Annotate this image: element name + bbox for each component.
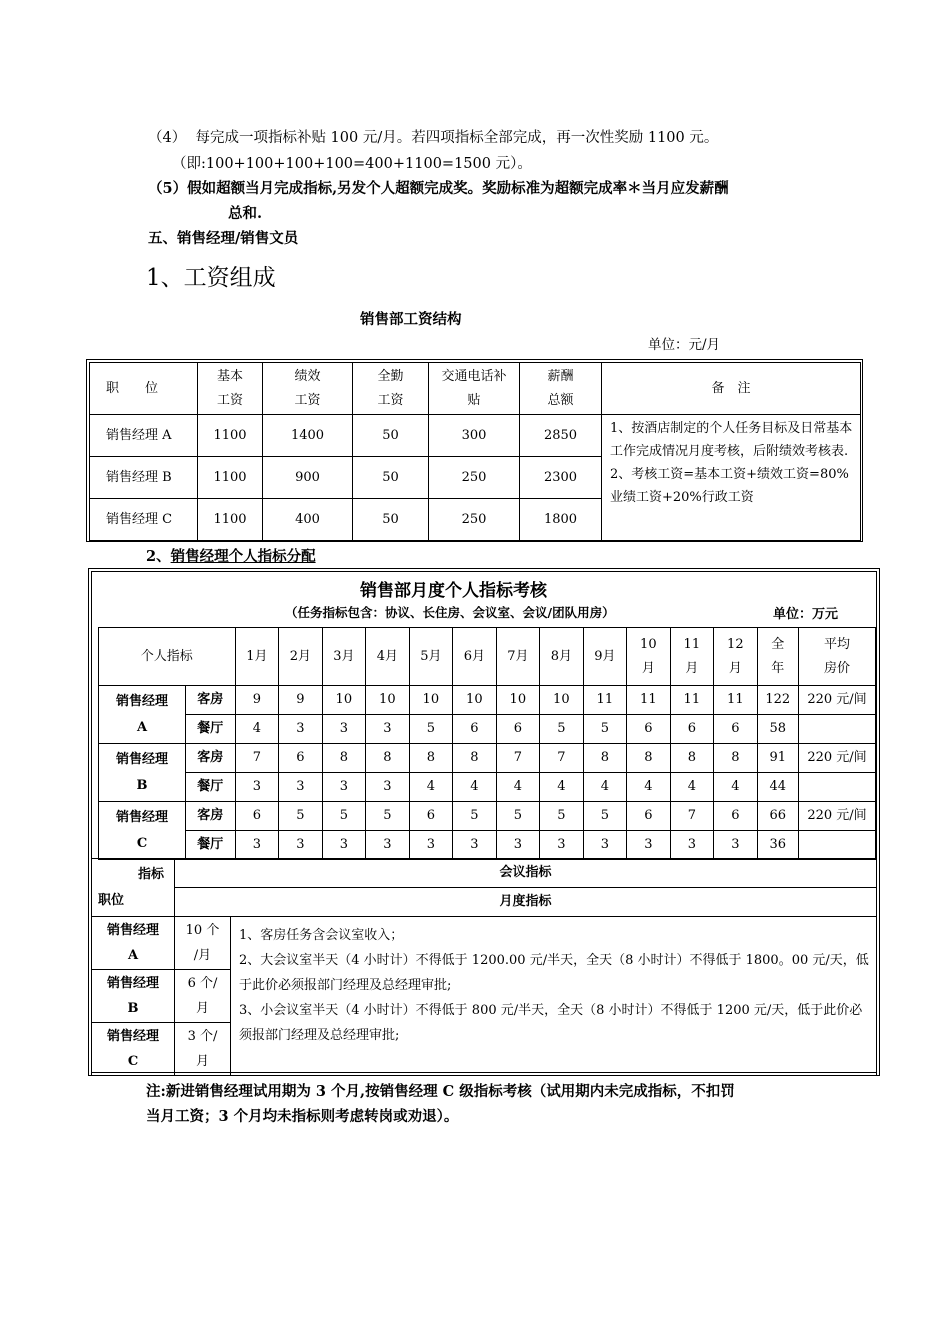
- month-value: 9: [279, 686, 323, 715]
- salary-cell: 2300: [520, 457, 602, 499]
- month-value: 8: [583, 744, 627, 773]
- manager-name: 销售经理 C: [99, 802, 186, 860]
- section2-title: 销售经理个人指标分配: [170, 548, 316, 565]
- month-value: 3: [322, 715, 366, 744]
- manager-name: 销售经理 A: [99, 686, 186, 744]
- salary-cell: 2850: [520, 415, 602, 457]
- meeting-header-row-2: [92, 888, 877, 917]
- month-value: 4: [540, 773, 584, 802]
- month-value: 3: [409, 831, 453, 860]
- month-value: 5: [540, 715, 584, 744]
- salary-cell: 900: [263, 457, 353, 499]
- year-total: 44: [757, 773, 798, 802]
- subsection-title: 1、工资组成: [146, 265, 276, 291]
- meeting-manager-name: 销售经理 A: [92, 917, 175, 970]
- row-type: 餐厅: [186, 715, 236, 744]
- month-value: 3: [235, 773, 279, 802]
- section2-heading: [146, 545, 316, 566]
- salary-cell: 1100: [198, 457, 263, 499]
- month-value: 8: [322, 744, 366, 773]
- target-table-unit: 单位：万元: [773, 607, 839, 622]
- meeting-monthly-target: 6 个/ 月: [175, 970, 231, 1023]
- salary-cell: 1400: [263, 415, 353, 457]
- month-value: 5: [496, 802, 540, 831]
- meeting-manager-name: 销售经理 B: [92, 970, 175, 1023]
- header-total-salary: 薪酬 总额: [520, 363, 602, 415]
- meeting-rules-note: 1、客房任务含会议室收入； 2、大会议室半天（4 小时计）不得低于 1200.00 元/半天，全天（8 小时计）不得低于 1800。00 元/天，低于此价必须报部门经理及总经理审批; 3、小会议室半天（4 小时计）不得低于 800 元/半天，全天（8 小时计）不得低于 1200 元/天，低于此价必须报部门经理及总经理审批;: [231, 917, 877, 1076]
- month-value: 6: [496, 715, 540, 744]
- header-transport-allowance: 交通电话补 贴: [429, 363, 520, 415]
- header-performance-salary: 绩效 工资: [263, 363, 353, 415]
- month-value: 4: [627, 773, 671, 802]
- average-price: 220 元/间: [799, 744, 876, 773]
- target-row: [99, 686, 876, 715]
- month-value: 5: [540, 802, 584, 831]
- header-month: 2月: [279, 628, 323, 686]
- header-month: 8月: [540, 628, 584, 686]
- month-value: 8: [627, 744, 671, 773]
- header-average-room-price: 平均 房价: [799, 628, 876, 686]
- target-row: [99, 773, 876, 802]
- meeting-manager-name: 销售经理 C: [92, 1023, 175, 1076]
- month-value: 3: [627, 831, 671, 860]
- salary-cell: 250: [429, 457, 520, 499]
- month-value: 3: [322, 773, 366, 802]
- salary-table-unit: 单位：元/月: [648, 337, 721, 353]
- month-value: 5: [279, 802, 323, 831]
- header-full-year: 全 年: [757, 628, 798, 686]
- section2-number: 2、: [146, 548, 171, 565]
- header-month: 7月: [496, 628, 540, 686]
- target-row: [99, 715, 876, 744]
- intro-line1-number: （4）: [148, 130, 187, 146]
- month-value: 10: [453, 686, 497, 715]
- meeting-corner-cell: [92, 859, 175, 917]
- salary-cell: 1100: [198, 499, 263, 541]
- month-value: 6: [670, 715, 714, 744]
- salary-table: [89, 362, 861, 541]
- month-value: 10: [322, 686, 366, 715]
- header-month: 1月: [235, 628, 279, 686]
- month-value: 3: [366, 773, 410, 802]
- month-value: 7: [496, 744, 540, 773]
- salary-cell: 销售经理 C: [90, 499, 198, 541]
- average-price: [799, 773, 876, 802]
- month-value: 5: [409, 715, 453, 744]
- meeting-monthly-target: 3 个/ 月: [175, 1023, 231, 1076]
- month-value: 8: [670, 744, 714, 773]
- month-value: 6: [714, 715, 758, 744]
- month-value: 8: [409, 744, 453, 773]
- target-header-row: [99, 628, 876, 686]
- average-price: 220 元/间: [799, 686, 876, 715]
- month-value: 3: [453, 831, 497, 860]
- target-row: [99, 744, 876, 773]
- month-value: 8: [366, 744, 410, 773]
- target-row: [99, 831, 876, 860]
- meeting-header-2: 月度指标: [175, 888, 877, 917]
- month-value: 3: [540, 831, 584, 860]
- month-value: 3: [235, 831, 279, 860]
- month-value: 3: [279, 715, 323, 744]
- month-value: 5: [583, 715, 627, 744]
- header-month: 5月: [409, 628, 453, 686]
- month-value: 3: [366, 831, 410, 860]
- month-value: 7: [670, 802, 714, 831]
- intro-line3: （5）假如超额当月完成指标,另发个人超额完成奖。奖励标准为超额完成率＊当月应发薪酬: [148, 180, 729, 197]
- header-month: 4月: [366, 628, 410, 686]
- year-total: 66: [757, 802, 798, 831]
- target-table-subtitle: （任务指标包含：协议、长住房、会议室、会议/团队用房）: [285, 605, 615, 620]
- salary-table-title: 销售部工资结构: [360, 311, 462, 328]
- month-value: 6: [279, 744, 323, 773]
- year-total: 58: [757, 715, 798, 744]
- month-value: 4: [453, 773, 497, 802]
- row-type: 客房: [186, 802, 236, 831]
- month-value: 6: [453, 715, 497, 744]
- meeting-header-row-1: [92, 859, 877, 888]
- header-attendance-salary: 全勤 工资: [353, 363, 429, 415]
- target-row: [99, 802, 876, 831]
- month-value: 3: [366, 715, 410, 744]
- month-value: 8: [453, 744, 497, 773]
- intro-line2: （即:100+100+100+100=400+1100=1500 元）。: [172, 156, 532, 172]
- month-value: 9: [235, 686, 279, 715]
- month-value: 11: [583, 686, 627, 715]
- month-value: 6: [409, 802, 453, 831]
- meeting-header-1: 会议指标: [175, 859, 877, 888]
- salary-cell: 销售经理 A: [90, 415, 198, 457]
- average-price: [799, 831, 876, 860]
- month-value: 8: [714, 744, 758, 773]
- meeting-corner-top: 指标: [137, 866, 164, 882]
- header-month: 9月: [583, 628, 627, 686]
- month-value: 3: [583, 831, 627, 860]
- year-total: 91: [757, 744, 798, 773]
- intro-line1-text: 每完成一项指标补贴 100 元/月。若四项指标全部完成，再一次性奖励 1100 元。: [195, 130, 719, 146]
- month-value: 5: [583, 802, 627, 831]
- year-total: 122: [757, 686, 798, 715]
- month-value: 3: [279, 773, 323, 802]
- month-value: 6: [235, 802, 279, 831]
- row-type: 客房: [186, 744, 236, 773]
- intro-line1: [148, 126, 718, 147]
- header-month: 3月: [322, 628, 366, 686]
- month-value: 3: [714, 831, 758, 860]
- month-value: 5: [366, 802, 410, 831]
- intro-line4: 总和.: [228, 205, 263, 222]
- row-type: 餐厅: [186, 773, 236, 802]
- month-value: 11: [670, 686, 714, 715]
- salary-cell: 销售经理 B: [90, 457, 198, 499]
- salary-cell: 1100: [198, 415, 263, 457]
- month-value: 10: [496, 686, 540, 715]
- month-value: 3: [322, 831, 366, 860]
- header-month: 10 月: [627, 628, 671, 686]
- salary-cell: 1800: [520, 499, 602, 541]
- salary-cell: 50: [353, 499, 429, 541]
- salary-remarks-note: 1、按酒店制定的个人任务目标及日常基本工作完成情况月度考核，后附绩效考核表. 2、考核工资=基本工资+绩效工资=80%业绩工资+20%行政工资: [602, 415, 861, 541]
- month-value: 7: [540, 744, 584, 773]
- month-value: 10: [540, 686, 584, 715]
- salary-cell: 300: [429, 415, 520, 457]
- month-value: 4: [670, 773, 714, 802]
- header-remarks: 备 注: [602, 363, 861, 415]
- month-value: 11: [627, 686, 671, 715]
- header-position: 职 位: [90, 363, 198, 415]
- manager-name: 销售经理 B: [99, 744, 186, 802]
- month-value: 4: [583, 773, 627, 802]
- target-table-title: 销售部月度个人指标考核: [360, 581, 547, 601]
- month-value: 7: [235, 744, 279, 773]
- salary-row: [90, 415, 861, 457]
- month-value: 6: [714, 802, 758, 831]
- header-month: 12 月: [714, 628, 758, 686]
- section-title: 五、销售经理/销售文员: [148, 230, 299, 247]
- month-value: 10: [366, 686, 410, 715]
- salary-cell: 400: [263, 499, 353, 541]
- header-month: 6月: [453, 628, 497, 686]
- salary-cell: 50: [353, 457, 429, 499]
- average-price: [799, 715, 876, 744]
- month-value: 5: [453, 802, 497, 831]
- month-value: 6: [627, 802, 671, 831]
- month-value: 11: [714, 686, 758, 715]
- row-type: 餐厅: [186, 831, 236, 860]
- month-value: 10: [409, 686, 453, 715]
- meeting-table: [91, 858, 877, 1076]
- footer-line1: 注:新进销售经理试用期为 3 个月,按销售经理 C 级指标考核（试用期内未完成指标，不扣罚: [146, 1083, 735, 1100]
- salary-header-row: [90, 363, 861, 415]
- month-value: 3: [496, 831, 540, 860]
- header-individual-target: 个人指标: [99, 628, 236, 686]
- header-base-salary: 基本 工资: [198, 363, 263, 415]
- salary-cell: 250: [429, 499, 520, 541]
- footer-line2: 当月工资；3 个月均未指标则考虑转岗或劝退）。: [146, 1108, 459, 1125]
- year-total: 36: [757, 831, 798, 860]
- month-value: 4: [235, 715, 279, 744]
- meeting-row: [92, 917, 877, 970]
- target-table: [98, 627, 876, 860]
- row-type: 客房: [186, 686, 236, 715]
- month-value: 5: [322, 802, 366, 831]
- month-value: 3: [670, 831, 714, 860]
- month-value: 4: [409, 773, 453, 802]
- meeting-monthly-target: 10 个 /月: [175, 917, 231, 970]
- header-month: 11 月: [670, 628, 714, 686]
- month-value: 3: [279, 831, 323, 860]
- meeting-corner-bottom: 职位: [98, 892, 125, 908]
- month-value: 4: [496, 773, 540, 802]
- average-price: 220 元/间: [799, 802, 876, 831]
- month-value: 6: [627, 715, 671, 744]
- month-value: 4: [714, 773, 758, 802]
- salary-cell: 50: [353, 415, 429, 457]
